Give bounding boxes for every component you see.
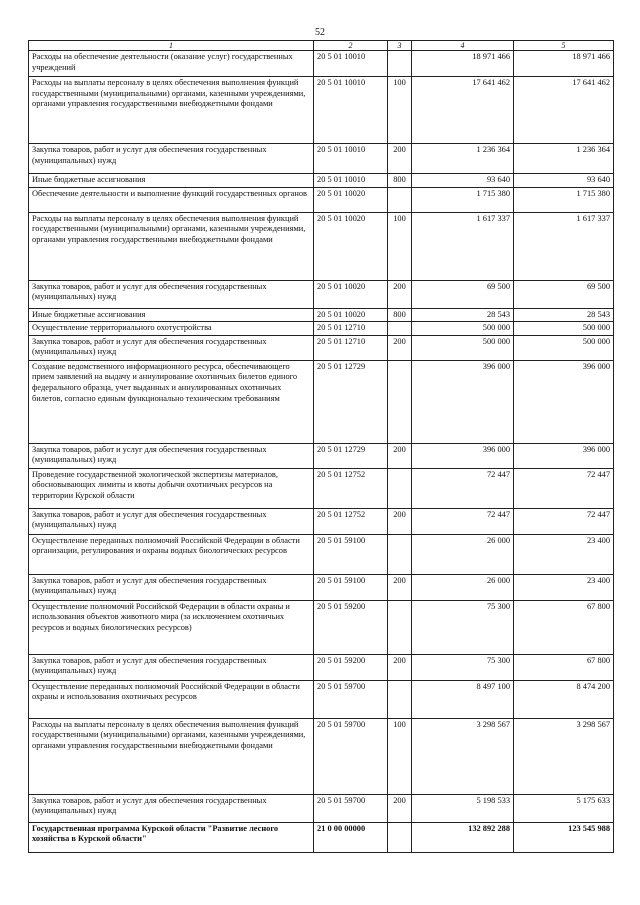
row-amount-year1: 69 500 [412,280,514,308]
row-expense-type [388,51,412,77]
table-row [29,322,614,336]
row-name: Расходы на выплаты персоналу в целях обеспечения выполнения функций государственными (муниципальными) органами, казенными учреждениями, органами управления государственными внебюджетными фондами [29,77,314,144]
row-name: Иные бюджетные ассигнования [29,174,314,188]
row-name: Закупка товаров, работ и услуг для обеспечения государственных (муниципальных) нужд [29,794,314,822]
row-amount-year1: 75 300 [412,600,514,654]
row-code: 21 0 00 00000 [314,822,388,852]
column-header: 2 [314,41,388,51]
row-name: Обеспечение деятельности и выполнение функций государственных органов [29,187,314,212]
row-name: Закупка товаров, работ и услуг для обеспечения государственных (муниципальных) нужд [29,280,314,308]
row-amount-year2: 28 543 [514,308,614,322]
row-code: 20 5 01 59200 [314,654,388,680]
row-code: 20 5 01 10020 [314,280,388,308]
row-code: 20 5 01 10010 [314,51,388,77]
row-expense-type: 200 [388,443,412,468]
table-row [29,280,614,308]
row-expense-type: 200 [388,654,412,680]
row-expense-type: 200 [388,335,412,360]
row-amount-year1: 18 971 466 [412,51,514,77]
table-row [29,144,614,174]
column-header: 3 [388,41,412,51]
row-amount-year2: 67 800 [514,654,614,680]
row-expense-type: 800 [388,174,412,188]
row-name: Закупка товаров, работ и услуг для обеспечения государственных (муниципальных) нужд [29,508,314,534]
row-name: Закупка товаров, работ и услуг для обеспечения государственных (муниципальных) нужд [29,654,314,680]
row-code: 20 5 01 10010 [314,144,388,174]
row-expense-type: 200 [388,794,412,822]
page-number: 52 [315,27,325,38]
row-code: 20 5 01 12729 [314,443,388,468]
table-row [29,174,614,188]
row-expense-type: 200 [388,574,412,600]
row-amount-year2: 69 500 [514,280,614,308]
table-row [29,574,614,600]
row-code: 20 5 01 12752 [314,508,388,534]
column-header: 4 [412,41,514,51]
row-amount-year1: 17 641 462 [412,77,514,144]
row-code: 20 5 01 10010 [314,174,388,188]
row-code: 20 5 01 10020 [314,308,388,322]
row-amount-year1: 5 198 533 [412,794,514,822]
table-row [29,680,614,718]
row-code: 20 5 01 59700 [314,794,388,822]
row-code: 20 5 01 59200 [314,600,388,654]
row-code: 20 5 01 12752 [314,468,388,508]
table-row [29,508,614,534]
row-name: Осуществление полномочий Российской Федерации в области охраны и использования объектов животного мира (за исключением охотничьих ресурсов и водных биологических ресурсов) [29,600,314,654]
row-expense-type: 100 [388,212,412,280]
table-row [29,534,614,574]
row-amount-year1: 93 640 [412,174,514,188]
row-amount-year1: 72 447 [412,468,514,508]
table-row [29,718,614,794]
row-amount-year1: 28 543 [412,308,514,322]
row-expense-type [388,322,412,336]
row-expense-type: 800 [388,308,412,322]
table-row [29,794,614,822]
row-amount-year2: 93 640 [514,174,614,188]
row-amount-year2: 1 617 337 [514,212,614,280]
budget-table-body [29,41,614,853]
row-amount-year2: 23 400 [514,574,614,600]
row-expense-type [388,534,412,574]
table-row [29,187,614,212]
row-name: Иные бюджетные ассигнования [29,308,314,322]
row-name: Расходы на обеспечение деятельности (оказание услуг) государственных учреждений [29,51,314,77]
row-amount-year1: 3 298 567 [412,718,514,794]
row-code: 20 5 01 10020 [314,187,388,212]
row-code: 20 5 01 12729 [314,360,388,443]
row-name: Закупка товаров, работ и услуг для обеспечения государственных (муниципальных) нужд [29,574,314,600]
row-expense-type [388,600,412,654]
row-expense-type: 100 [388,77,412,144]
row-name: Закупка товаров, работ и услуг для обеспечения государственных (муниципальных) нужд [29,335,314,360]
row-code: 20 5 01 59700 [314,680,388,718]
table-row [29,360,614,443]
row-amount-year2: 500 000 [514,322,614,336]
row-amount-year1: 26 000 [412,534,514,574]
row-code: 20 5 01 12710 [314,335,388,360]
table-row [29,600,614,654]
row-amount-year2: 5 175 633 [514,794,614,822]
table-row [29,308,614,322]
row-amount-year2: 67 800 [514,600,614,654]
row-amount-year1: 500 000 [412,335,514,360]
row-amount-year1: 500 000 [412,322,514,336]
row-amount-year2: 123 545 988 [514,822,614,852]
table-row [29,468,614,508]
row-expense-type [388,468,412,508]
table-row [29,822,614,852]
row-expense-type: 100 [388,718,412,794]
row-amount-year2: 396 000 [514,360,614,443]
row-amount-year2: 17 641 462 [514,77,614,144]
row-name: Осуществление территориального охотустройства [29,322,314,336]
row-expense-type [388,360,412,443]
table-row [29,77,614,144]
row-amount-year2: 23 400 [514,534,614,574]
row-amount-year1: 396 000 [412,360,514,443]
table-row [29,51,614,77]
row-amount-year2: 3 298 567 [514,718,614,794]
budget-table [28,40,614,853]
row-amount-year2: 72 447 [514,508,614,534]
row-expense-type: 200 [388,280,412,308]
row-code: 20 5 01 10020 [314,212,388,280]
row-expense-type [388,187,412,212]
table-row [29,335,614,360]
row-code: 20 5 01 12710 [314,322,388,336]
row-amount-year2: 1 236 364 [514,144,614,174]
row-code: 20 5 01 10010 [314,77,388,144]
row-name: Расходы на выплаты персоналу в целях обеспечения выполнения функций государственными (муниципальными) органами, казенными учреждениями, органами управления государственными внебюджетными фондами [29,212,314,280]
row-amount-year1: 8 497 100 [412,680,514,718]
row-code: 20 5 01 59100 [314,574,388,600]
row-code: 20 5 01 59100 [314,534,388,574]
row-amount-year2: 8 474 200 [514,680,614,718]
row-code: 20 5 01 59700 [314,718,388,794]
table-row [29,443,614,468]
row-name: Закупка товаров, работ и услуг для обеспечения государственных (муниципальных) нужд [29,443,314,468]
row-amount-year1: 1 617 337 [412,212,514,280]
row-expense-type: 200 [388,144,412,174]
row-amount-year1: 75 300 [412,654,514,680]
row-expense-type [388,680,412,718]
row-name: Государственная программа Курской области "Развитие лесного хозяйства в Курской области" [29,822,314,852]
row-amount-year2: 18 971 466 [514,51,614,77]
row-amount-year1: 1 236 364 [412,144,514,174]
row-name: Создание ведомственного информационного ресурса, обеспечивающего прием заявлений на выдачу и аннулирование охотничьих билетов единого федерального образца, учет выданных и аннулированных охотничьих билетов, согласно единым функционально техническим требованиям [29,360,314,443]
row-expense-type [388,822,412,852]
row-name: Расходы на выплаты персоналу в целях обеспечения выполнения функций государственными (муниципальными) органами, казенными учреждениями, органами управления государственными внебюджетными фондами [29,718,314,794]
row-amount-year1: 72 447 [412,508,514,534]
row-amount-year2: 1 715 380 [514,187,614,212]
row-expense-type: 200 [388,508,412,534]
row-name: Закупка товаров, работ и услуг для обеспечения государственных (муниципальных) нужд [29,144,314,174]
row-amount-year2: 396 000 [514,443,614,468]
row-name: Осуществление переданных полномочий Российской Федерации в области организации, регулирования и охраны водных биологических ресурсов [29,534,314,574]
row-amount-year1: 132 892 288 [412,822,514,852]
row-amount-year1: 1 715 380 [412,187,514,212]
column-number-row [29,41,614,51]
table-row [29,212,614,280]
table-row [29,654,614,680]
column-header: 1 [29,41,314,51]
column-header: 5 [514,41,614,51]
row-amount-year2: 72 447 [514,468,614,508]
row-amount-year1: 26 000 [412,574,514,600]
row-name: Осуществление переданных полномочий Российской Федерации в области охраны и использования охотничьих ресурсов [29,680,314,718]
row-amount-year1: 396 000 [412,443,514,468]
row-amount-year2: 500 000 [514,335,614,360]
row-name: Проведение государственной экологической экспертизы материалов, обосновывающих лимиты и квоты добычи охотничьих ресурсов на территории Курской области [29,468,314,508]
